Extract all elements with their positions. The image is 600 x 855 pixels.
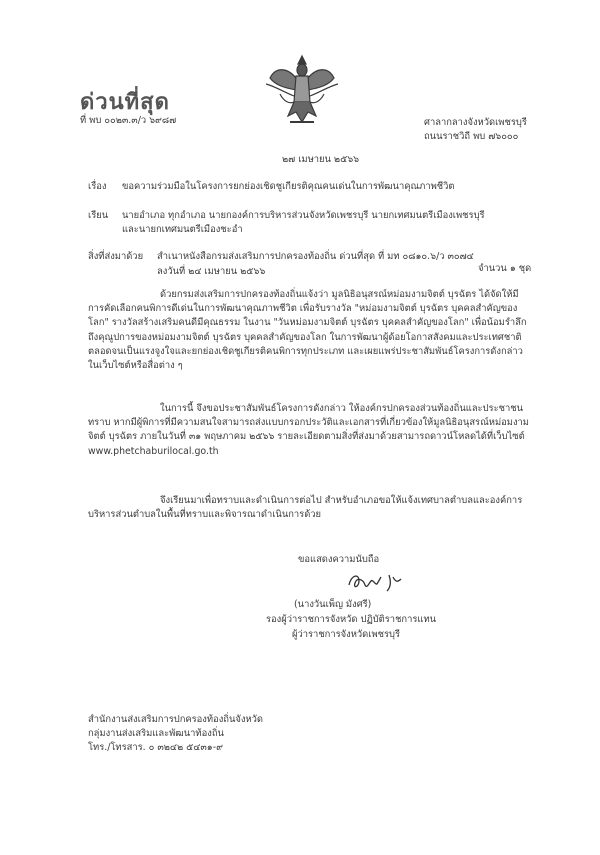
- body-paragraph-3: จึงเรียนมาเพื่อทราบและดำเนินการต่อไป สำหรับอำเภอขอให้แจ้งเทศบาลตำบลและองค์การบริหารส่วนตำบลในพื้นที่ทราบและพิจารณาดำเนินการด้วย: [88, 495, 523, 521]
- document-date: ๒๗ เมษายน ๒๕๖๖: [282, 154, 360, 165]
- address-line-2: ถนนราชวิถี พบ ๗๖๐๐๐: [424, 131, 519, 142]
- address-line-1: ศาลากลางจังหวัดเพชรบุรี: [424, 117, 527, 128]
- subject-text: ขอความร่วมมือในโครงการยกย่องเชิดชูเกียรติคุณคนเด่นในการพัฒนาคุณภาพชีวิต: [122, 181, 455, 192]
- garuda-emblem: [262, 50, 342, 128]
- subject-label: เรื่อง: [88, 181, 107, 192]
- body-paragraph-2: ในการนี้ จึงขอประชาสัมพันธ์โครงการดังกล่าว ให้องค์กรปกครองส่วนท้องถิ่นและประชาชนทราบ หากมีผู้พิการที่มีความสนใจสามารถส่งแบบกรอกประวัติและเอกสารที่เกี่ยวข้องให้มูลนิธิอนุสรณ์หม่อมงามจิตต์ บุรฉัตร ภายในวันที่ ๓๑ พฤษภาคม ๒๕๖๖ รายละเอียดตามสิ่งที่ส่งมาด้วยสามารถดาวน์โหลดได้ที่เว็บไซต์ www.phetchaburilocal.go.th: [88, 403, 529, 457]
- to-line-2: และนายกเทศมนตรีเมืองชะอำ: [122, 224, 243, 235]
- footer-group: กลุ่มงานส่งเสริมและพัฒนาท้องถิ่น: [88, 728, 224, 739]
- signatory-title-1: รองผู้ว่าราชการจังหวัด ปฏิบัติราชการแทน: [266, 614, 437, 625]
- signatory-name: (นางวันเพ็ญ มังศรี): [294, 599, 372, 610]
- enclosure-count: จำนวน ๑ ชุด: [478, 263, 532, 274]
- footer-phone: โทร./โทรสาร. ๐ ๓๒๔๒ ๕๔๓๑-๙: [88, 742, 223, 753]
- to-line-1: นายอำเภอ ทุกอำเภอ นายกองค์การบริหารส่วนจังหวัดเพชรบุรี นายกเทศมนตรีเมืองเพชรบุรี: [122, 210, 485, 221]
- reference-number: ที่ พบ ๐๐๒๓.๓/ว ๖๙๘๗: [80, 115, 177, 126]
- to-label: เรียน: [88, 210, 109, 221]
- urgent-stamp: ด่วนที่สุด: [80, 90, 170, 115]
- enclosure-line-1: สำเนาหนังสือกรมส่งเสริมการปกครองท้องถิ่น ด่วนที่สุด ที่ มท ๐๘๑๐.๖/ว ๓๐๗๔: [157, 251, 474, 262]
- signature: [345, 567, 405, 595]
- enclosure-line-2: ลงวันที่ ๒๔ เมษายน ๒๕๖๖: [157, 266, 266, 277]
- closing-regards: ขอแสดงความนับถือ: [298, 554, 380, 565]
- signatory-title-2: ผู้ว่าราชการจังหวัดเพชรบุรี: [292, 629, 401, 640]
- body-paragraph-1: ด้วยกรมส่งเสริมการปกครองท้องถิ่นแจ้งว่า มูลนิธิอนุสรณ์หม่อมงามจิตต์ บุรฉัตร ได้จัดให้มีการคัดเลือกคนพิการดีเด่นในการพัฒนาคุณภาพชีวิต เพื่อรับรางวัล "หม่อมงามจิตต์ บุรฉัตร บุคคลสำคัญของโลก" รางวัลสร้างเสริมคนดีมีคุณธรรม ในงาน "วันหม่อมงามจิตต์ บุรฉัตร บุคคลสำคัญของโลก" เพื่อน้อมรำลึกถึงคุณูปการของหม่อมงามจิตต์ บุรฉัตร บุคคลสำคัญของโลก ในการพัฒนาผู้ด้อยโอกาสสังคมและประเทศชาติ ตลอดจนเป็นแรงจูงใจและยกย่องเชิดชูเกียรติคนพิการทุกประเภท และเผยแพร่ประชาสัมพันธ์โครงการดังกล่าวในเว็บไซต์หรือสื่อต่าง ๆ: [88, 289, 527, 372]
- footer-office: สำนักงานส่งเสริมการปกครองท้องถิ่นจังหวัด: [88, 714, 263, 725]
- enclosure-label: สิ่งที่ส่งมาด้วย: [88, 251, 144, 262]
